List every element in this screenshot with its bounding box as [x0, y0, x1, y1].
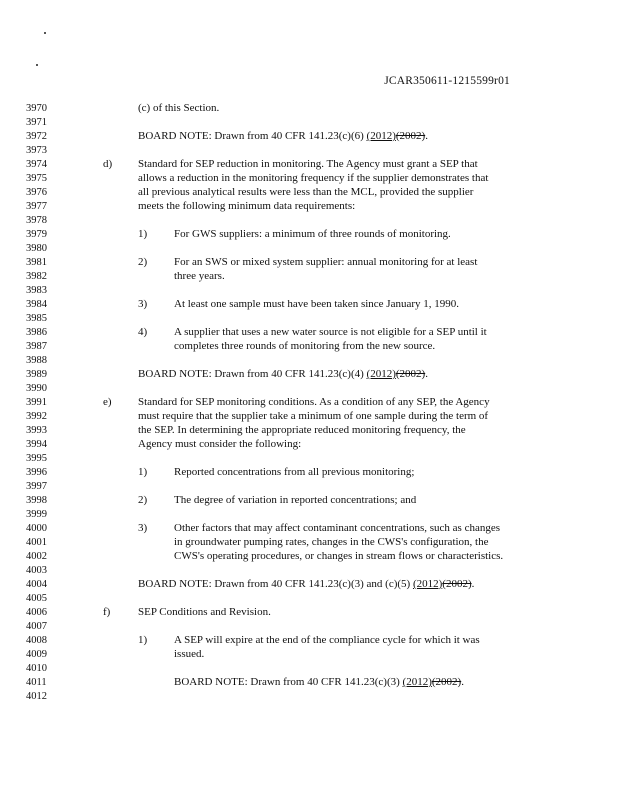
line-number: 4010 — [26, 663, 47, 674]
line-number: 4008 — [26, 635, 47, 646]
board-note-text: BOARD NOTE: Drawn from 40 CFR 141.23(c)(6) — [138, 130, 367, 142]
line-number: 3992 — [26, 411, 47, 422]
text-line: At least one sample must have been taken since January 1, 1990. — [174, 298, 460, 310]
subsection-label: e) — [103, 396, 112, 408]
deleted-text: (2002) — [395, 130, 426, 142]
line-number: 3989 — [26, 369, 47, 380]
inserted-text: (2012) — [402, 676, 432, 688]
item-label: 4) — [138, 326, 148, 338]
text-line: in groundwater pumping rates, changes in the CWS's configuration, the — [174, 536, 489, 548]
line-number: 3981 — [26, 257, 47, 268]
item-label: 2) — [138, 494, 148, 506]
period: . — [425, 368, 428, 380]
line-number: 3988 — [26, 355, 47, 366]
text-line: Reported concentrations from all previous monitoring; — [174, 466, 415, 478]
item-label: 1) — [138, 466, 148, 478]
text-line: The degree of variation in reported concentrations; and — [174, 494, 417, 506]
board-note — [138, 578, 474, 591]
line-number: 3987 — [26, 341, 47, 352]
line-number: 3972 — [26, 131, 47, 142]
text-line: Standard for SEP reduction in monitoring. The Agency must grant a SEP that — [138, 158, 478, 170]
text-line: issued. — [174, 648, 205, 660]
period: . — [461, 676, 464, 688]
line-number: 3984 — [26, 299, 47, 310]
text-line: CWS's operating procedures, or changes in stream flows or characteristics. — [174, 550, 504, 562]
subsection-label: d) — [103, 158, 113, 170]
line-number: 3991 — [26, 397, 47, 408]
line-number: 4003 — [26, 565, 47, 576]
text-line: Other factors that may affect contaminant concentrations, such as changes — [174, 522, 501, 534]
deleted-text: (2002) — [442, 578, 472, 590]
text-line: all previous analytical results were less than the MCL, provided the supplier — [138, 186, 474, 198]
inserted-text: (2012) — [412, 578, 443, 590]
text-line: must require that the supplier take a minimum of one sample during the term of — [138, 410, 489, 422]
text-line: SEP Conditions and Revision. — [138, 606, 271, 618]
line-number: 4006 — [26, 607, 47, 618]
line-number: 3982 — [26, 271, 47, 282]
board-note — [138, 130, 428, 143]
text-line: allows a reduction in the monitoring frequency if the supplier demonstrates that — [138, 172, 489, 184]
line-number: 3994 — [26, 439, 47, 450]
item-label: 3) — [138, 522, 148, 534]
line-number: 3990 — [26, 383, 47, 394]
line-number: 3971 — [26, 117, 47, 128]
item-label: 3) — [138, 298, 148, 310]
board-note — [174, 676, 464, 689]
board-note-text: BOARD NOTE: Drawn from 40 CFR 141.23(c)(3) — [174, 676, 403, 688]
line-number: 3978 — [26, 215, 47, 226]
line-number: 4001 — [26, 537, 47, 548]
text-line: Agency must consider the following: — [138, 438, 302, 450]
inserted-text: (2012) — [366, 368, 396, 380]
line-number: 3974 — [26, 159, 47, 170]
text-line: three years. — [174, 270, 225, 282]
item-label: 1) — [138, 634, 148, 646]
text-line: For GWS suppliers: a minimum of three rounds of monitoring. — [174, 228, 451, 240]
line-number: 4004 — [26, 579, 47, 590]
text-line: For an SWS or mixed system supplier: annual monitoring for at least — [174, 256, 478, 268]
line-number: 3970 — [26, 103, 47, 114]
text-line: completes three rounds of monitoring from the new source. — [174, 340, 436, 352]
subsection-label: f) — [103, 606, 111, 618]
deleted-text: (2002) — [431, 676, 462, 688]
line-number: 4012 — [26, 691, 47, 702]
board-note-text: BOARD NOTE: Drawn from 40 CFR 141.23(c)(3) and (c)(5) — [138, 578, 413, 590]
text-line: meets the following minimum data requirements: — [138, 200, 356, 212]
board-note — [138, 368, 428, 381]
deleted-text: (2002) — [395, 368, 426, 380]
scan-speck — [36, 64, 38, 66]
text-line: Standard for SEP monitoring conditions. As a condition of any SEP, the Agency — [138, 396, 490, 408]
text-line: (c) of this Section. — [138, 102, 220, 114]
line-number: 3979 — [26, 229, 47, 240]
line-number: 3975 — [26, 173, 47, 184]
text-line: A supplier that uses a new water source is not eligible for a SEP until it — [174, 326, 487, 338]
line-number: 3997 — [26, 481, 47, 492]
scan-speck — [44, 32, 46, 34]
line-number: 4002 — [26, 551, 47, 562]
line-number: 3980 — [26, 243, 47, 254]
line-number: 4000 — [26, 523, 47, 534]
line-number: 4007 — [26, 621, 47, 632]
line-number: 3998 — [26, 495, 47, 506]
line-number: 3983 — [26, 285, 47, 296]
line-number: 3973 — [26, 145, 47, 156]
line-number: 4005 — [26, 593, 47, 604]
line-number: 3985 — [26, 313, 47, 324]
document-id-header: JCAR350611-1215599r01 — [384, 75, 510, 87]
line-number: 3996 — [26, 467, 47, 478]
line-number: 4009 — [26, 649, 47, 660]
line-number: 4011 — [26, 677, 47, 688]
inserted-text: (2012) — [366, 130, 396, 142]
line-number: 3977 — [26, 201, 47, 212]
line-number: 3999 — [26, 509, 47, 520]
text-line: A SEP will expire at the end of the compliance cycle for which it was — [174, 634, 480, 646]
line-number: 3976 — [26, 187, 47, 198]
text-line: the SEP. In determining the appropriate reduced monitoring frequency, the — [138, 424, 466, 436]
line-number: 3993 — [26, 425, 47, 436]
period: . — [425, 130, 428, 142]
board-note-text: BOARD NOTE: Drawn from 40 CFR 141.23(c)(4) — [138, 368, 367, 380]
item-label: 2) — [138, 256, 148, 268]
line-number: 3986 — [26, 327, 47, 338]
line-number: 3995 — [26, 453, 47, 464]
period: . — [471, 578, 475, 590]
item-label: 1) — [138, 228, 148, 240]
